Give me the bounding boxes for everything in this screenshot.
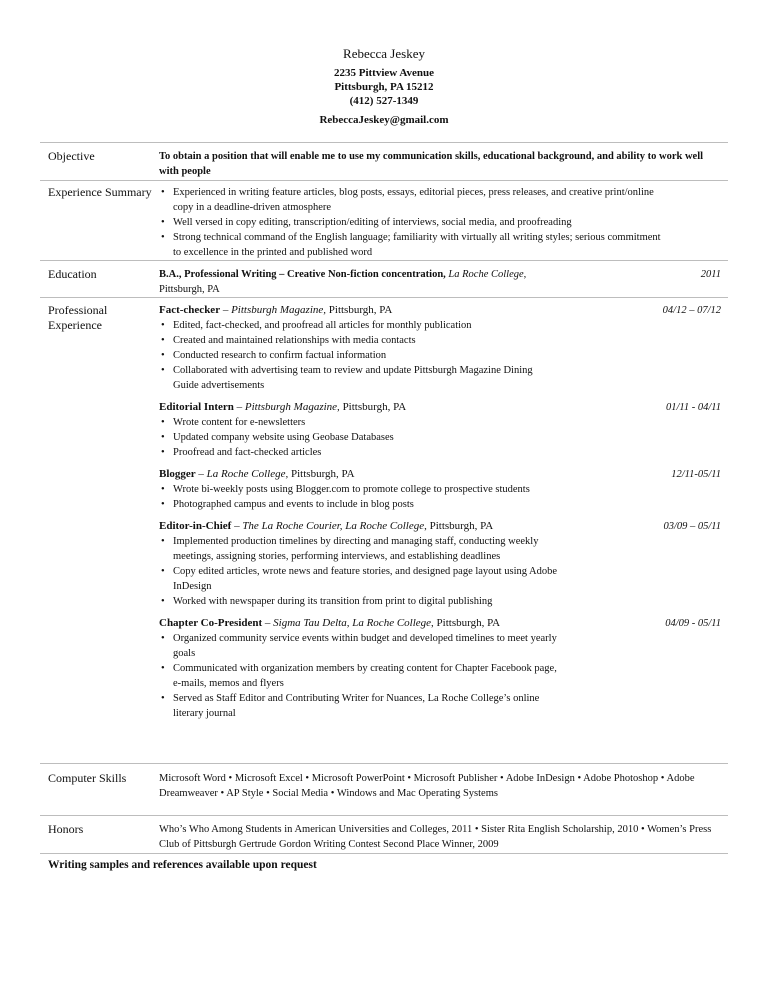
job-bullets (159, 631, 559, 721)
job-heading: Editorial Intern – Pittsburgh Magazine, Pittsburgh, PA (159, 401, 407, 413)
section-label: Computer Skills (48, 771, 127, 785)
job-heading: Fact-checker – Pittsburgh Magazine, Pittsburgh, PA (159, 304, 393, 316)
list-item: • Collaborated with advertising team to review and update Pittsburgh Magazine Dining Guide advertisements (159, 363, 559, 393)
job-location: Pittsburgh, PA (291, 468, 355, 480)
job-bullets (159, 415, 559, 460)
objective-text: To obtain a position that will enable me to use my communication skills, educational background, and ability to work well with people (159, 151, 704, 177)
list-item: • Edited, fact-checked, and proofread all articles for monthly publication (159, 318, 559, 333)
job-heading: Chapter Co-President – Sigma Tau Delta, La Roche College, Pittsburgh, PA (159, 617, 501, 629)
list-item: • Wrote content for e-newsletters (159, 415, 559, 430)
job-org: The La Roche Courier, La Roche College (242, 520, 425, 532)
city-state-zip: Pittsburgh, PA 15212 (334, 81, 434, 93)
list-item: • Wrote bi-weekly posts using Blogger.com to promote college to prospective students (159, 482, 559, 497)
job-bullets (159, 482, 559, 512)
list-item: • Implemented production timelines by directing and managing staff, conducting weekly meetings, assigning stories, performing interviews, and establishing deadlines (159, 534, 559, 564)
phone-number: (412) 527-1349 (349, 95, 419, 107)
job-entry (159, 303, 721, 393)
job-org: Pittsburgh Magazine, (244, 401, 340, 413)
job-org: Pittsburgh Magazine, (231, 304, 327, 316)
job-dates: 01/11 - 04/11 (665, 402, 721, 413)
list-item: • Conducted research to confirm factual information (159, 348, 559, 363)
job-heading: Blogger – La Roche College, Pittsburgh, PA (159, 468, 355, 480)
list-item: • Updated company website using Geobase Databases (159, 430, 559, 445)
job-title: Fact-checker (159, 304, 221, 316)
skills-text: Microsoft Word • Microsoft Excel • Microsoft PowerPoint • Microsoft Publisher • Adobe InDesign • Adobe Photoshop • Adobe Dreamweaver • AP Style • Social Media • Windows and Mac Operating Systems (159, 773, 695, 799)
section-label: Honors (48, 822, 84, 836)
jobs-container (159, 303, 721, 721)
section-label: Objective (48, 149, 95, 163)
divider (40, 260, 728, 261)
candidate-name: Rebecca Jeskey (343, 46, 425, 61)
school-name: La Roche College, (448, 269, 527, 280)
list-item: • Experienced in writing feature articles, blog posts, essays, editorial pieces, press releases, and creative print/online copy in a deadline-driven atmosphere (159, 185, 669, 215)
list-item: • Proofread and fact-checked articles (159, 445, 559, 460)
job-dates: 04/12 – 07/12 (662, 305, 721, 316)
job-title: Editor-in-Chief (159, 520, 232, 532)
job-heading: Editor-in-Chief – The La Roche Courier, La Roche College, Pittsburgh, PA (159, 520, 494, 532)
job-location: Pittsburgh, PA (328, 304, 393, 316)
job-org: La Roche College, (206, 468, 289, 480)
job-entry (159, 400, 721, 460)
street-address: 2235 Pittview Avenue (333, 67, 434, 79)
job-location: Pittsburgh, PA (342, 401, 407, 413)
divider (40, 853, 728, 854)
job-dates: 04/09 - 05/11 (665, 618, 721, 629)
job-entry (159, 519, 721, 609)
section-label: Professional Experience (48, 303, 108, 332)
job-entry (159, 616, 721, 721)
divider (40, 815, 728, 816)
divider (40, 180, 728, 181)
resume-header (0, 46, 768, 127)
job-entry (159, 467, 721, 512)
job-title: Editorial Intern (159, 401, 234, 413)
job-org: Sigma Tau Delta, La Roche College (273, 617, 432, 629)
email-address: RebeccaJeskey@gmail.com (319, 114, 449, 126)
list-item: • Well versed in copy editing, transcription/editing of interviews, social media, and proofreading (159, 215, 669, 230)
references-note: Writing samples and references available upon request (48, 859, 317, 871)
education-entry (159, 267, 721, 297)
list-item: • Strong technical command of the English language; familiarity with virtually all writing styles; serious commitment to excellence in the printed and published word (159, 230, 669, 260)
job-title: Chapter Co-President (159, 617, 263, 629)
job-bullets (159, 318, 559, 393)
list-item: • Worked with newspaper during its transition from print to digital publishing (159, 594, 559, 609)
job-location: , Pittsburgh, PA (424, 520, 494, 532)
job-location: , Pittsburgh, PA (431, 617, 501, 629)
list-item: • Organized community service events within budget and developed timelines to meet yearly goals (159, 631, 559, 661)
job-dates: 03/09 – 05/11 (663, 521, 721, 532)
honors-text: Who’s Who Among Students in American Universities and Colleges, 2011 • Sister Rita English Scholarship, 2010 • Women’s Press Club of Pittsburgh Gertrude Gordon Writing Contest Second Place Winner, 2009 (159, 824, 712, 850)
degree: B.A., Professional Writing – Creative Non-fiction concentration, (159, 269, 446, 280)
list-item: • Communicated with organization members by creating content for Chapter Facebook page, e-mails, memos and flyers (159, 661, 559, 691)
summary-list (159, 185, 669, 260)
list-item: • Photographed campus and events to include in blog posts (159, 497, 559, 512)
list-item: • Created and maintained relationships with media contacts (159, 333, 559, 348)
job-bullets (159, 534, 559, 609)
divider (40, 763, 728, 764)
graduation-year: 2011 (700, 269, 721, 280)
section-label: Experience Summary (48, 185, 152, 199)
divider (40, 297, 728, 298)
section-label: Education (48, 267, 97, 281)
school-location: Pittsburgh, PA (159, 284, 220, 295)
divider (40, 142, 728, 143)
list-item: • Copy edited articles, wrote news and feature stories, and designed page layout using Adobe InDesign (159, 564, 559, 594)
job-dates: 12/11-05/11 (671, 469, 721, 480)
list-item: • Served as Staff Editor and Contributing Writer for Nuances, La Roche College’s online literary journal (159, 691, 559, 721)
job-title: Blogger (159, 468, 196, 480)
